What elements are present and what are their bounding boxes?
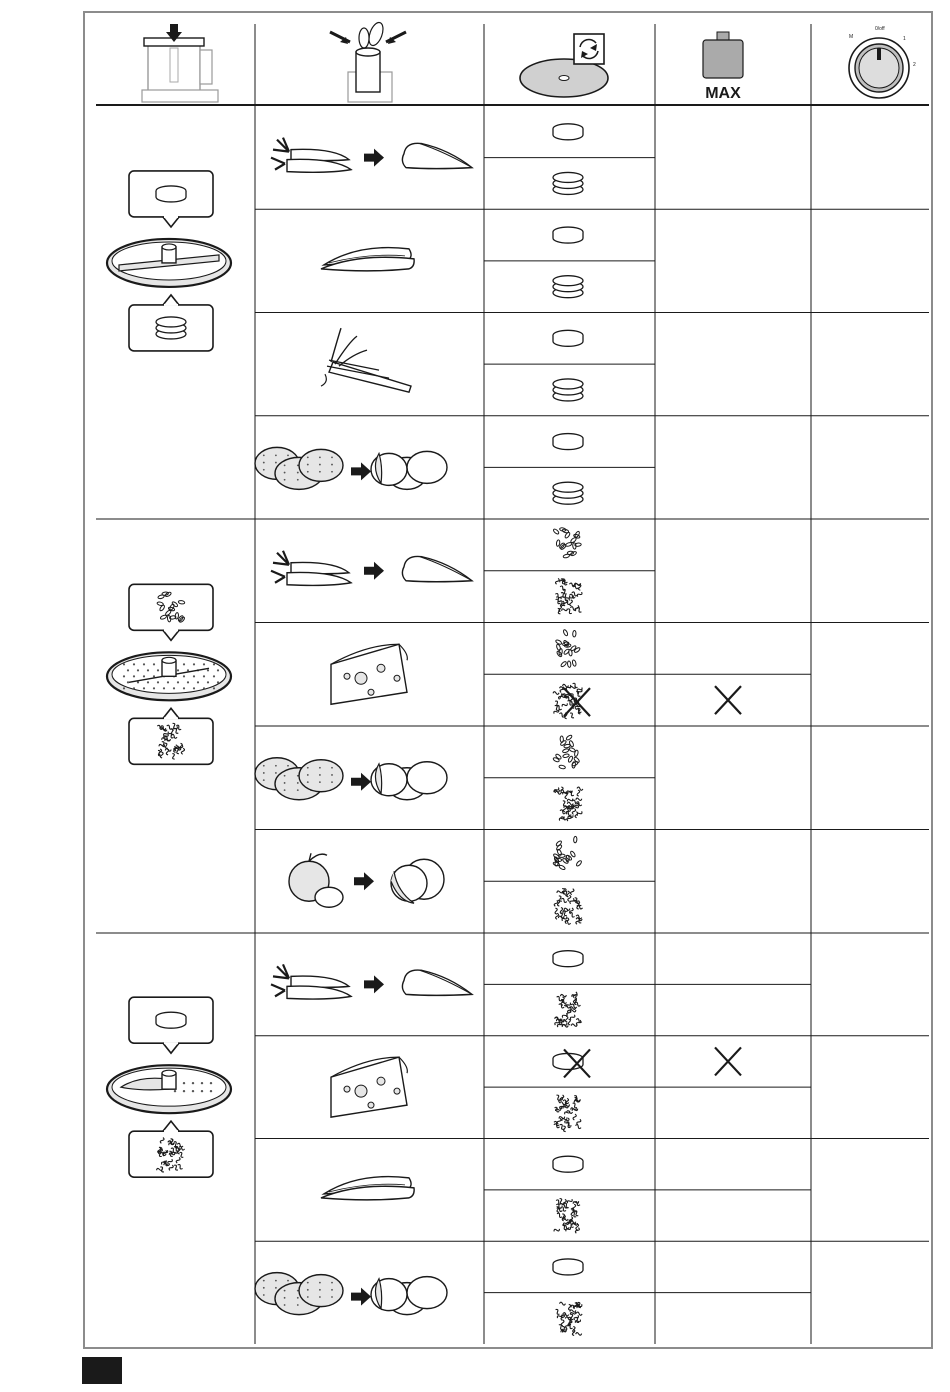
- arrow-right-icon: [364, 975, 384, 993]
- thick-slice-icon: [553, 124, 583, 140]
- thin-slice-icon: [553, 172, 583, 194]
- fine-grate-icon: [554, 992, 582, 1028]
- dial-label: M: [849, 34, 854, 40]
- arrow-right-icon: [364, 562, 384, 580]
- cut-result-callout: [129, 997, 213, 1053]
- fine-grate-icon: [554, 888, 583, 925]
- food-row-apple: [255, 830, 929, 925]
- food-row-cucumber: [255, 209, 929, 297]
- section-combo-disc: [107, 951, 929, 1336]
- carrot-food-illustration: [271, 138, 472, 173]
- cut-result-callout: [129, 708, 213, 764]
- carrot-bunch-icon: [271, 551, 351, 586]
- food-row-potato: [255, 416, 929, 504]
- feed-tube-pusher-icon: [330, 21, 406, 102]
- page-number-tab: [82, 1357, 122, 1384]
- coarse-grate-icon: [553, 527, 582, 558]
- slicing-disc-icon: [107, 239, 231, 287]
- grating-disc-icon: [107, 652, 231, 700]
- fine-grate-icon: [554, 1302, 582, 1336]
- food-processor-bowl-icon: [142, 24, 218, 102]
- not-recommended-x-icon: [715, 1047, 741, 1075]
- potato-food-illustration: [255, 1273, 447, 1315]
- coarse-grate-icon: [555, 629, 581, 667]
- food-row-leek: [255, 313, 929, 401]
- carrot-food-illustration: [271, 964, 472, 999]
- coarse-grate-icon: [553, 836, 582, 870]
- food-row-potato: [255, 1241, 929, 1336]
- leek-food-illustration: [321, 328, 411, 392]
- thick-slice-icon: [553, 1259, 583, 1275]
- thick-slice-icon: [553, 1156, 583, 1172]
- thick-slice-icon: [156, 186, 186, 202]
- cucumber-food-illustration: [321, 1177, 414, 1200]
- carrot-food-illustration: [271, 551, 472, 586]
- max-label: MAX: [705, 85, 741, 102]
- food-row-carrot: [271, 951, 811, 1028]
- thin-slice-icon: [553, 482, 583, 504]
- thick-slice-icon: [553, 434, 583, 450]
- weight-max-icon: [703, 32, 743, 102]
- food-row-cucumber: [255, 1139, 929, 1234]
- carrot-bunch-icon: [271, 964, 351, 999]
- food-row-cheese: [255, 1036, 929, 1132]
- page-frame: [83, 11, 933, 1349]
- combo-disc-icon: [107, 1065, 231, 1113]
- potato-food-illustration: [255, 758, 447, 800]
- cut-result-callout: [129, 171, 213, 227]
- thin-slice-icon: [156, 317, 186, 339]
- dial-label: 1: [903, 36, 906, 42]
- cut-result-callout: [129, 295, 213, 351]
- apple-food-illustration: [289, 853, 444, 907]
- food-row-carrot: [271, 124, 655, 195]
- cut-result-callout: [129, 584, 213, 640]
- speed-dial-icon: [849, 26, 916, 98]
- food-row-potato: [255, 726, 929, 822]
- peeled-carrot-icon: [402, 556, 472, 581]
- thin-slice-icon: [553, 379, 583, 401]
- usage-table: [85, 13, 931, 1347]
- cut-result-callout: [129, 1121, 213, 1177]
- arrow-right-icon: [351, 773, 371, 791]
- peeled-carrot-icon: [402, 970, 472, 995]
- thick-slice-icon: [553, 951, 583, 967]
- not-recommended-x-icon: [564, 688, 590, 716]
- potato-food-illustration: [255, 447, 447, 489]
- thick-slice-icon: [553, 227, 583, 243]
- section-grating-disc: [107, 527, 929, 924]
- section-slicing-disc: [107, 124, 929, 504]
- fine-grate-icon: [553, 1198, 580, 1234]
- arrow-right-icon: [354, 872, 374, 890]
- cheese-food-illustration: [331, 644, 407, 704]
- arrow-right-icon: [351, 1288, 371, 1306]
- disc-insert-icon: [520, 34, 608, 97]
- thin-slice-icon: [553, 276, 583, 298]
- table-header: [142, 21, 916, 102]
- arrow-right-icon: [351, 462, 371, 480]
- peeled-carrot-icon: [402, 143, 472, 168]
- carrot-bunch-icon: [271, 138, 351, 173]
- food-row-cheese: [255, 623, 929, 720]
- thick-slice-icon: [553, 330, 583, 346]
- cucumber-food-illustration: [321, 248, 414, 271]
- fine-grate-icon: [553, 787, 583, 822]
- fine-grate-icon: [555, 578, 583, 614]
- cheese-food-illustration: [331, 1057, 407, 1117]
- food-row-carrot: [271, 527, 655, 614]
- fine-grate-icon: [553, 1094, 581, 1132]
- arrow-right-icon: [364, 149, 384, 167]
- not-recommended-x-icon: [715, 686, 741, 714]
- dial-label: 2: [913, 62, 916, 68]
- thick-slice-icon: [156, 1012, 186, 1028]
- coarse-grate-icon: [553, 734, 580, 769]
- dial-label: 0/off: [875, 26, 885, 32]
